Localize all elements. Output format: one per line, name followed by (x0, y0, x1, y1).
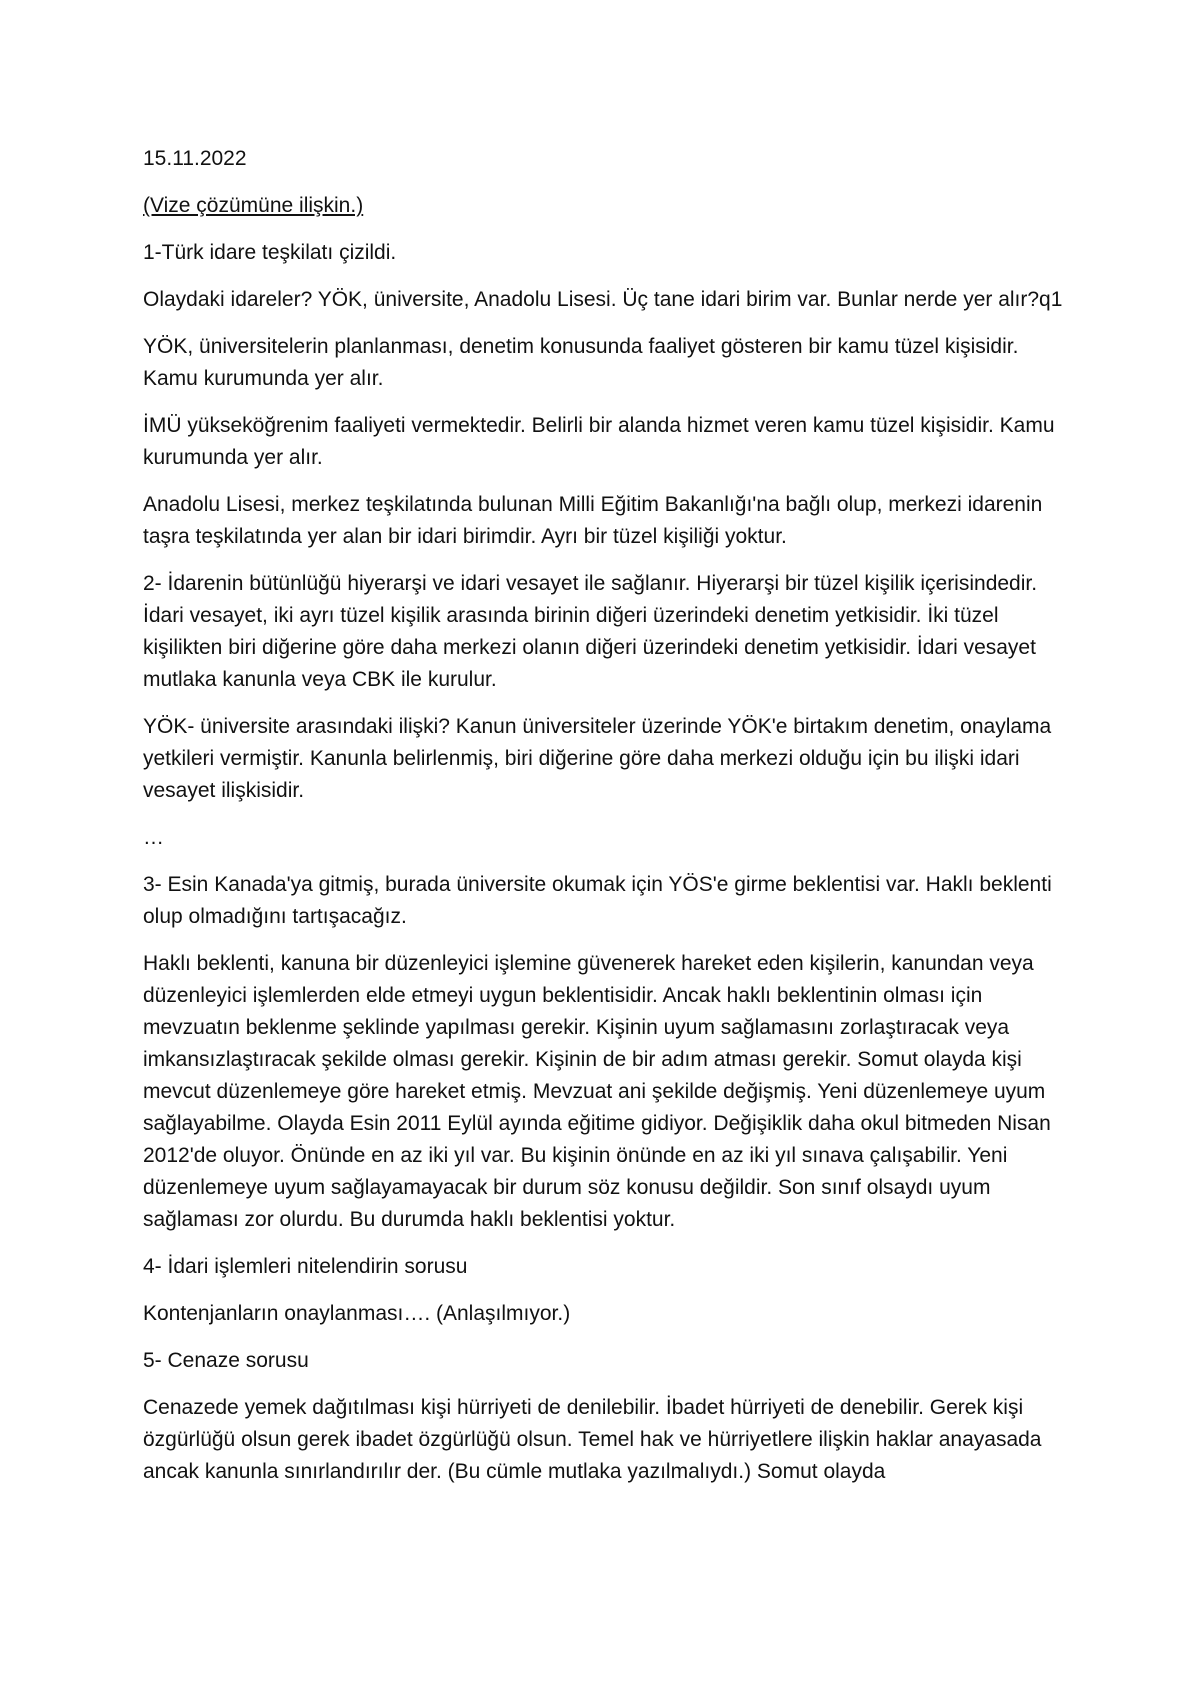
paragraph-ellipsis: … (143, 826, 164, 849)
document-heading: (Vize çözümüne ilişkin.) (143, 194, 364, 217)
document-body (143, 143, 1063, 1503)
paragraph-anadolu-lisesi: Anadolu Lisesi, merkez teşkilatında bulunan Milli Eğitim Bakanlığı'na bağlı olup, merkezi idarenin taşra teşkilatında yer alan bir idari birimdir. Ayrı bir tüzel kişiliği yoktur. (143, 493, 1043, 548)
paragraph-imu: İMÜ yükseköğrenim faaliyeti vermektedir. Belirli bir alanda hizmet veren kamu tüzel kişisidir. Kamu kurumunda yer alır. (143, 414, 1055, 469)
paragraph-question-4: 4- İdari işlemleri nitelendirin sorusu (143, 1255, 468, 1278)
paragraph-yok: YÖK, üniversitelerin planlanması, denetim konusunda faaliyet gösteren bir kamu tüzel kişisidir. Kamu kurumunda yer alır. (143, 335, 1019, 390)
paragraph-question-2: 2- İdarenin bütünlüğü hiyerarşi ve idari vesayet ile sağlanır. Hiyerarşi bir tüzel kişilik içerisindedir. İdari vesayet, iki ayrı tüzel kişilik arasında birinin diğeri üzerindeki denetim yetkisidir. İki tüzel kişilikten biri diğerine göre daha merkezi olanın diğeri üzerindeki denetim yetkisidir. İdari vesayet mutlaka kanunla veya CBK ile kurulur. (143, 572, 1038, 691)
paragraph-question-3: 3- Esin Kanada'ya gitmiş, burada üniversite okumak için YÖS'e girme beklentisi var. Haklı beklenti olup olmadığını tartışacağız. (143, 873, 1052, 928)
document-date: 15.11.2022 (143, 147, 247, 170)
paragraph-question-1: 1-Türk idare teşkilatı çizildi. (143, 241, 397, 264)
paragraph-question-5: 5- Cenaze sorusu (143, 1349, 309, 1372)
paragraph-funeral: Cenazede yemek dağıtılması kişi hürriyeti de denilebilir. İbadet hürriyeti de denebilir. Gerek kişi özgürlüğü olsun gerek ibadet özgürlüğü olsun. Temel hak ve hürriyetlere ilişkin haklar anayasada ancak kanunla sınırlandırılır der. (Bu cümle mutlaka yazılmalıydı.) Somut olayda (143, 1396, 1042, 1483)
paragraph-quota-approval: Kontenjanların onaylanması…. (Anlaşılmıyor.) (143, 1302, 571, 1325)
paragraph-legitimate-expectation: Haklı beklenti, kanuna bir düzenleyici işlemine güvenerek hareket eden kişilerin, kanundan veya düzenleyici işlemlerden elde etmeyi uygun beklentisidir. Ancak haklı beklentinin olması için mevzuatın beklenme şeklinde yapılması gerekir. Kişinin uyum sağlamasını zorlaştıracak veya imkansızlaştıracak şekilde olması gerekir. Kişinin de bir adım atması gerekir. Somut olayda kişi mevcut düzenlemeye göre hareket etmiş. Mevzuat ani şekilde değişmiş. Yeni düzenlemeye uyum sağlayabilme. Olayda Esin 2011 Eylül ayında eğitime gidiyor. Değişiklik daha okul bitmeden Nisan 2012'de oluyor. Önünde en az iki yıl var. Bu kişinin önünde en az iki yıl sınava çalışabilir. Yeni düzenlemeye uyum sağlayamayacak bir durum söz konusu değildir. Son sınıf olsaydı uyum sağlaması zor olurdu. Bu durumda haklı beklentisi yoktur. (143, 952, 1051, 1231)
paragraph-administrations: Olaydaki idareler? YÖK, üniversite, Anadolu Lisesi. Üç tane idari birim var. Bunlar nerde yer alır?q1 (143, 288, 1063, 311)
paragraph-yok-university: YÖK- üniversite arasındaki ilişki? Kanun üniversiteler üzerinde YÖK'e birtakım denetim, onaylama yetkileri vermiştir. Kanunla belirlenmiş, biri diğerine göre daha merkezi olduğu için bu ilişki idari vesayet ilişkisidir. (143, 715, 1052, 802)
